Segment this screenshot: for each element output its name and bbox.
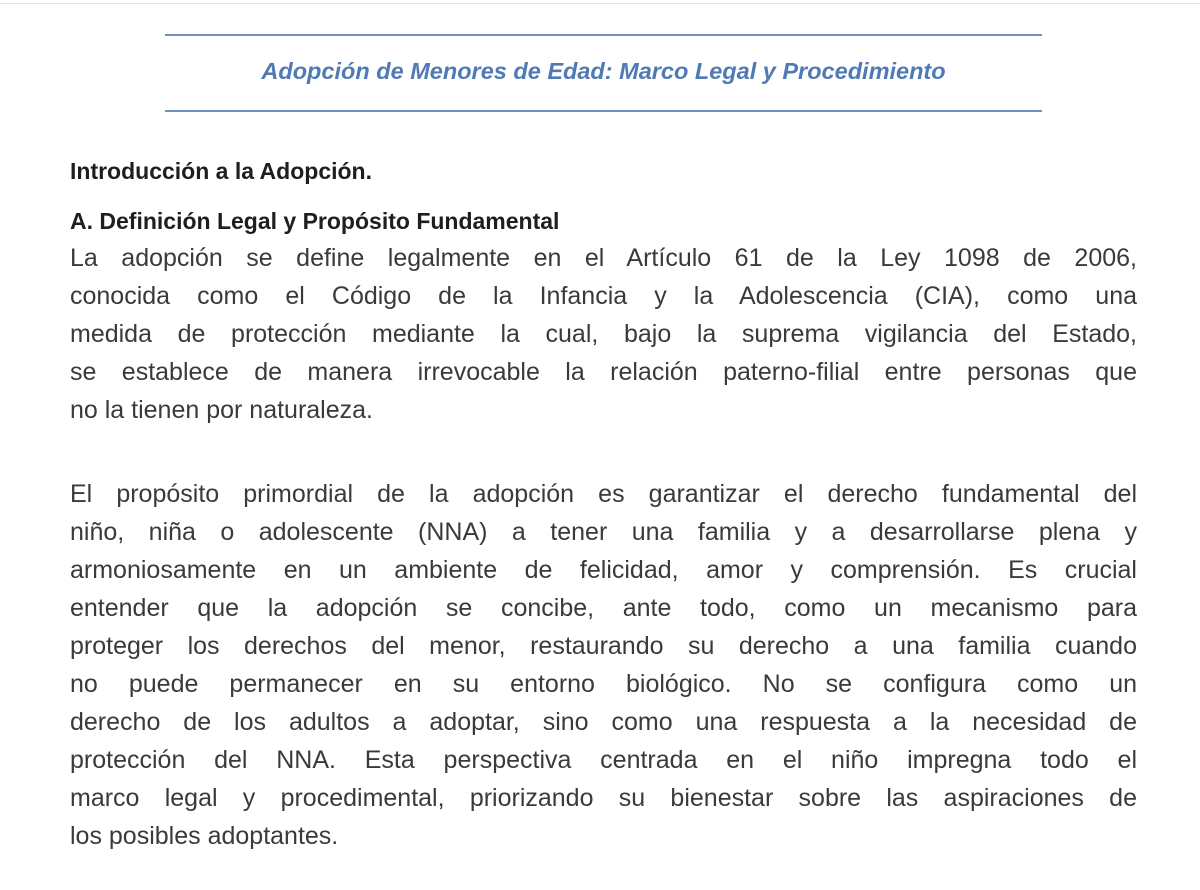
paragraph-line: conocida como el Código de la Infancia y la Adolescencia (CIA), como una xyxy=(70,282,1137,310)
paragraph-line: proteger los derechos del menor, restaurando su derecho a una familia cuando xyxy=(70,632,1137,660)
paragraph-line: derecho de los adultos a adoptar, sino como una respuesta a la necesidad de xyxy=(70,708,1137,736)
paragraph-line: niño, niña o adolescente (NNA) a tener una familia y a desarrollarse plena y xyxy=(70,518,1137,546)
paragraph-line: no la tienen por naturaleza. xyxy=(70,396,373,424)
paragraph-line: los posibles adoptantes. xyxy=(70,822,339,850)
paragraph-line: El propósito primordial de la adopción es garantizar el derecho fundamental del xyxy=(70,480,1137,508)
section-heading: Introducción a la Adopción. xyxy=(70,158,372,184)
title-rule-bottom xyxy=(165,110,1042,112)
paragraph-line: La adopción se define legalmente en el Artículo 61 de la Ley 1098 de 2006, xyxy=(70,244,1137,272)
subsection-heading: A. Definición Legal y Propósito Fundamental xyxy=(70,208,560,234)
paragraph-line: marco legal y procedimental, priorizando su bienestar sobre las aspiraciones de xyxy=(70,784,1137,812)
title-rule-top xyxy=(165,34,1042,36)
paragraph-line: protección del NNA. Esta perspectiva centrada en el niño impregna todo el xyxy=(70,746,1137,774)
paragraph-2 xyxy=(70,475,1137,855)
paragraph-1 xyxy=(70,239,1137,429)
paragraph-line: medida de protección mediante la cual, bajo la suprema vigilancia del Estado, xyxy=(70,320,1137,348)
paragraph-line: no puede permanecer en su entorno biológico. No se configura como un xyxy=(70,670,1137,698)
page-edge-divider xyxy=(0,3,1200,4)
paragraph-line: se establece de manera irrevocable la relación paterno-filial entre personas que xyxy=(70,358,1137,386)
paragraph-line: entender que la adopción se concibe, ante todo, como un mecanismo para xyxy=(70,594,1137,622)
document-title: Adopción de Menores de Edad: Marco Legal y Procedimiento xyxy=(261,58,946,84)
paragraph-line: armoniosamente en un ambiente de felicidad, amor y comprensión. Es crucial xyxy=(70,556,1137,584)
